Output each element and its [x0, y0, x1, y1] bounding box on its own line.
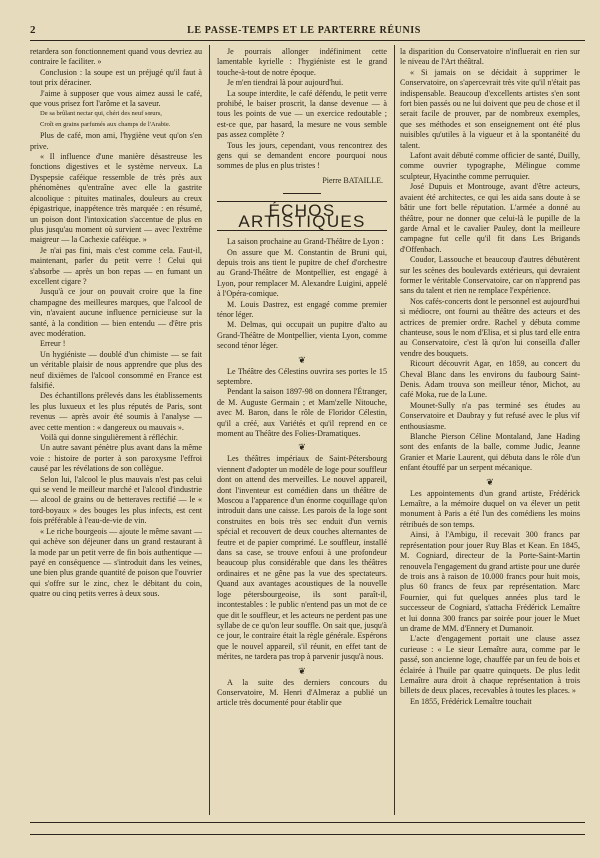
column-divider-1: [209, 45, 210, 815]
paragraph: la disparition du Conservatoire n'influerait en rien sur le niveau de l'Art théâtral.: [400, 47, 580, 67]
fleuron-ornament: ❦: [298, 665, 306, 676]
fleuron-ornament: ❦: [298, 442, 306, 453]
paragraph: Les appointements d'un grand artiste, Frédérick Lemaître, a la mémoire duquel on va élever un petit monument à Paris a été l'un des comédiens les moins rétribués de son temps.: [400, 488, 580, 529]
paragraph: Erreur !: [40, 339, 66, 349]
paragraph: Plus de café, mon ami, l'hygiène veut qu'on s'en prive.: [30, 131, 202, 151]
paragraph: Ainsi, à l'Ambigu, il recevait 300 francs par représentation pour jouer Ruy Blas et Kean. En 1845, M. Cogniard, directeur de la Porte-Saint-Martin renouvela l'engagement du grand artiste pour une durée de trois ans à raison de 10.000 francs pour huit mois, plus 60 francs de feux par représentation. Marc Fournier, qui fut quelques années plus tard le successeur de Cogniard, s'attacha Frédérick Lemaître et lui donna 300 francs par soirée pour jouer le Muet un drame de MM. d'Ennery et Dumanoir.: [400, 530, 580, 633]
verse-line: Croît en grains parfumés aux champs de l'Arabie.: [40, 120, 171, 128]
column-2: [217, 47, 387, 817]
paragraph: « Il influence d'une manière désastreuse les fonctions digestives et le système nerveux. La Dyspepsie caféique ressemble de très près aux phénomènes qu'entraîne avec elle la gastrite alcoolique : pituites matinales, douleurs au creux épigastrique, inappétence très marquée : en résumé, un poison dont l'intoxication s'accentue de plus en plus jusqu'au moment où survient — avec l'extrême maigreur — la Cachexie caféique. »: [30, 152, 202, 245]
paragraph: La soupe interdite, le café défendu, le petit verre prohibé, le baiser proscrit, la danse devenue — à tous les points de vue — un exercice redoutable ; est-ce que, par hasard, la mesure ne vous semble pas assez complète ?: [217, 88, 387, 140]
paragraph: José Dupuis et Montrouge, avant d'être acteurs, avaient été architectes, ce qui les aida sans doute à se bâtir une fort belle réputation. L'armée a donné au théâtre, pour ne donner que celui-là le pupille de la garde Arnal et le cavalier Pauley, dont la meilleure campagne fut celle qu'il fit dans Les Brigands d'Offenbach.: [400, 182, 580, 254]
paragraph: retardera son fonctionnement quand vous devriez au contraire le faciliter. »: [30, 47, 202, 67]
verse-line: De sa brûlant nectar qui, chéri des neuf sœurs,: [40, 110, 162, 118]
paragraph: M. Louis Dastrez, est engagé comme premier ténor léger.: [217, 299, 387, 319]
paragraph: Mounet-Sully n'a pas terminé ses études au Conservatoire et Daubray y fut refusé avec le plus vif enthousiasme.: [400, 400, 580, 431]
paragraph: Nos cafés-concerts dont le personnel est aujourd'hui si médiocre, ont fourni au théâtre des acteurs et des actrices de premier ordre. Rachel y débuta comme chanteuse, sous le nom d'Elisa, et si plus tard elle entra au Conservatoire, c'est là qu'on lui conseilla d'aller vendre des bouquets.: [400, 296, 580, 358]
article-signature: Pierre BATAILLE.: [322, 175, 383, 185]
footer-rule: [30, 834, 585, 835]
paragraph: La saison prochaine au Grand-Théâtre de Lyon :: [227, 237, 384, 247]
fleuron-ornament: ❦: [486, 476, 494, 487]
paragraph: J'aime à supposer que vous aimez aussi le café, que vous prisez fort l'arôme et la saveur.: [30, 88, 202, 109]
paragraph: Des échantillons prélevés dans les établissements les plus luxueux et les plus réputés de Paris, sont revenus — après avoir été soumis à l'analyse — avec cette mention : « dangereux ou mauvais ».: [30, 391, 202, 432]
paragraph: Ricourt découvrit Agar, en 1859, au concert du Cheval Blanc dans les environs du faubourg Saint-Denis. Adam trouva son meilleur ténor, Michot, au café Moka, rue de la Lune.: [400, 359, 580, 400]
journal-title: LE PASSE-TEMPS ET LE PARTERRE RÉUNIS: [187, 24, 421, 36]
column-1: [30, 47, 202, 817]
paragraph: Un hygiéniste — doublé d'un chimiste — se fait un véritable plaisir de nous apprendre que plus des neuf dixièmes de l'alcool consommé en France est falsifié.: [30, 349, 202, 390]
paragraph: Pendant la saison 1897-98 on donnera l'Étranger, de M. Auguste Germain ; et Mam'zelle Nitouche, avec M. Baron, dans le rôle de Floridor Célestin, qu'il a créé, aux Variétés et qu'il reprend en ce moment au Théâtre des Folies-Dramatiques.: [217, 387, 387, 438]
column-3: [400, 47, 580, 817]
separator-rule: [283, 193, 321, 194]
paragraph: Coudor, Lassouche et beaucoup d'autres débutèrent sur les scènes des boulevards extérieurs, qui devraient former le véritable Conservatoire, car on n'apprend pas sans du talent et rien ne remplace l'expérience.: [400, 255, 580, 296]
paragraph: Lafont avait débuté comme officier de santé, Duilly, comme ouvrier typographe, Mélingue comme sculpteur, Hyacinthe comme perruquier.: [400, 151, 580, 181]
header-rule: [30, 40, 585, 41]
column-divider-2: [394, 45, 395, 815]
paragraph: Blanche Pierson Céline Montaland, Jane Hading sont des enfants de la balle, comme Judic, Jeanne Granier et Marie Laurent, qui débuta dans le rôle d'un enfant étouffé par un serpent mécanique.: [400, 432, 580, 473]
paragraph: En 1855, Frédérick Lemaître touchait: [410, 696, 532, 706]
paragraph: « Si jamais on se décidait à supprimer le Conservatoire, on s'apercevrait très vite qu'il n'était pas indispensable. Beaucoup d'excellents artistes s'en sont fort bien passés ou ne lui doivent que peu de chose et il serait facile de prouver, par de nombreux exemples, que ses méthodes et son enseignement ont été plus nuisibles qu'utiles à la vigueur et à la spontanéité du talent.: [400, 67, 580, 150]
paragraph: L'acte d'engagement portait une clause assez curieuse : « Le sieur Lemaître aura, comme par le passé, son ancienne loge, chauffée par un feu de bois et éclairée à l'huile par quatre quinquets. De plus ledit Lemaître aura droit à chaque représentation à trois billets de deux places, recevables à toutes les places. »: [400, 634, 580, 696]
paragraph: Je n'ai pas fini, mais c'est comme cela. Faut-il, maintenant, parler du petit verre ! Celui qui s'absorbe — après un bon repas — en fumant un excellent cigare ?: [30, 245, 202, 286]
paragraph: Selon lui, l'alcool le plus mauvais n'est pas celui qui se vend le meilleur marché et l'alcool d'industrie — alcool de grains ou de betteraves rectifié — le « tord-boyaux » des bouges les plus infects, est cent fois préférable à l'eau-de-vie de vin.: [30, 474, 202, 526]
page-number: 2: [30, 24, 37, 36]
section-title: ÉCHOS ARTISTIQUES: [217, 201, 387, 231]
paragraph: Tous les jours, cependant, vous rencontrez des gens qui se demandent encore pourquoi nous sommes de plus en plus tristes !: [217, 140, 387, 171]
fleuron-ornament: ❦: [298, 354, 306, 365]
paragraph: Je m'en tiendrai là pour aujourd'hui.: [227, 78, 344, 88]
paragraph: Voilà qui donne singulièrement à réfléchir.: [40, 433, 178, 443]
paragraph: Le Théâtre des Célestins ouvrira ses portes le 15 septembre.: [217, 366, 387, 386]
paragraph: Un autre savant pénètre plus avant dans la même voie : histoire de porter à son paroxysme l'effroi causé par les révélations de son collègue.: [30, 443, 202, 474]
paragraph: M. Delmas, qui occupait un pupitre d'alto au Grand-Théâtre de Montpellier, vienta Lyon, comme second ténor léger.: [217, 320, 387, 351]
paragraph: « Le riche bourgeois — ajoute le même savant — qui achève son déjeuner dans un grand restaurant à la mode par un petit verre de fin bois authentique — payé en conséquence — s'introduit dans les veines, une bien plus grande quantité de poison que l'ouvrier qui s'offre sur le zinc, chez le débitant du coin, quatre ou cinq petits verres à deux sous.: [30, 526, 202, 599]
paragraph: Conclusion : la soupe est un préjugé qu'il faut à tout prix déraciner.: [30, 67, 202, 88]
footer-rule: [30, 822, 585, 823]
paragraph: A la suite des derniers concours du Conservatoire, M. Henri d'Almeraz a publié un article très documenté pour établir que: [217, 677, 387, 708]
paragraph: Jusqu'à ce jour on pouvait croire que la fine champagne des meilleures marques, que l'alcool de vin, n'avaient aucune influence pernicieuse sur la santé, à la condition — bien entendu — d'être pris avec modération.: [30, 287, 202, 338]
paragraph: Les théâtres impériaux de Saint-Pétersbourg viennent d'adopter un modèle de loge pour souffleur dont on attend des merveilles. Le nouvel appareil, dont l'inventeur est comédien dans un théâtre de Moscou a l'apparence d'un énorme coquillage qu'on introduit dans une caisse. Les parois de la loge sont construites en bois très sec enduit d'un vernis spécial et recouvert de deux couches alternantes de feutre et de papier comprimé. Le souffleur, installé dans sa case, se trouve enfoui à une profondeur beaucoup plus considérable que dans les théâtres ordinaires et ne gêne pas la vue des spectateurs. Quand aux avantages acoustiques de la nouvelle loge pétersbourgeoise, ils sont paraît-il, incontestables : le public n'entend pas un mot de ce que dit le souffleur, et les acteurs ne perdent pas une syllabe de ce qu'on leur souffle. On sait que, jusqu'à ce jour, le contraire était la règle générale. Espérons que le nouvel appareil, s'il réunit, en effet tant de mérites, ne tardera pas trop à parvenir jusqu'à nous.: [217, 454, 387, 662]
paragraph: Je pourrais allonger indéfiniment cette lamentable kyrielle : l'hygiéniste est le grand touche-à-tout de notre époque.: [217, 47, 387, 77]
page-header: [30, 22, 582, 38]
paragraph: On assure que M. Constantin de Bruni qui, depuis trois ans tient le pupitre de chef d'orchestre au Grand-Théâtre de Montpellier, est engagé à Lyon, pour remplacer M. Alexandre Luigini, appelé à l'Opéra-comique.: [217, 247, 387, 299]
